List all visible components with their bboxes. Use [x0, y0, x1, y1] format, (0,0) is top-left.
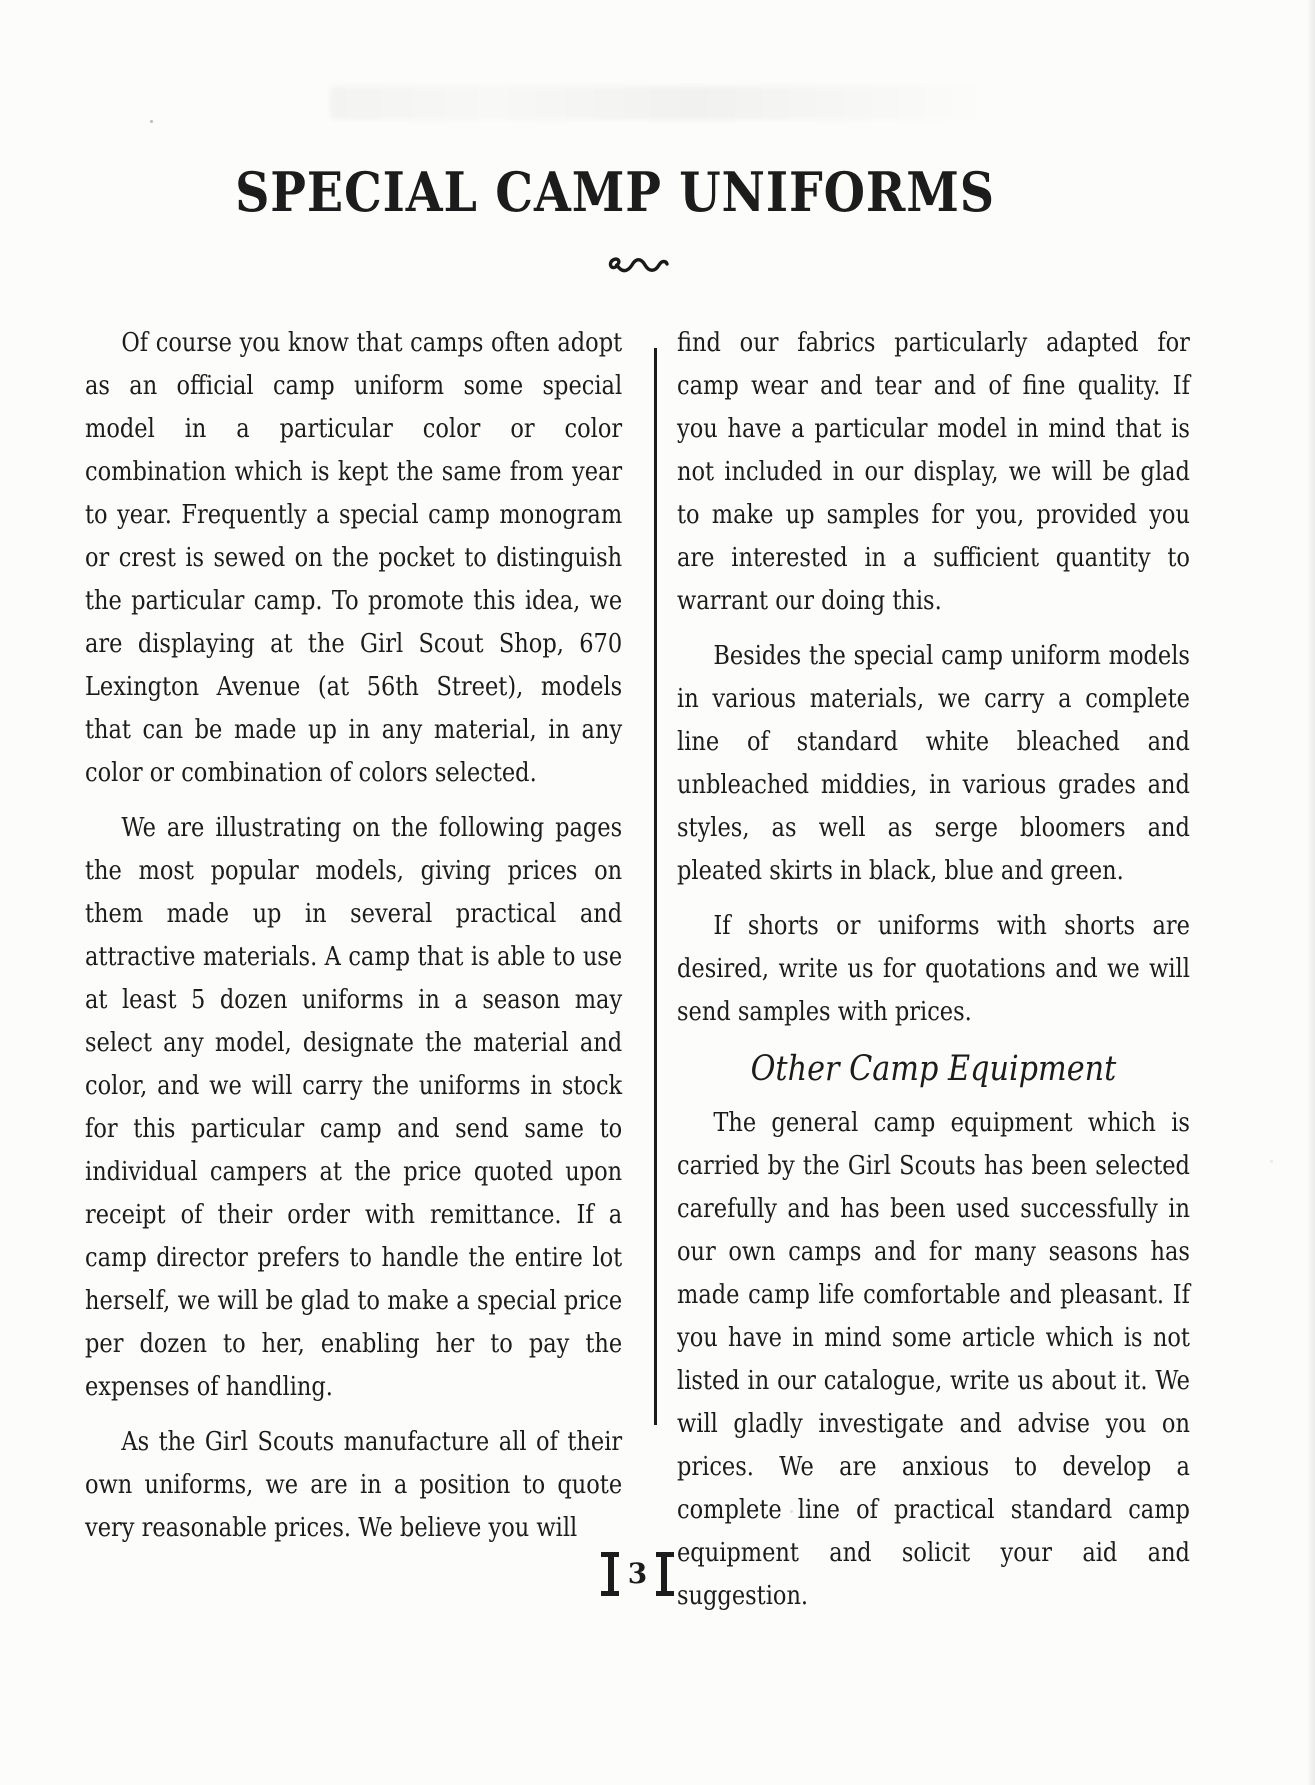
- paragraph: Besides the special camp uniform models in various materials, we carry a complete line of standard white bleached and unbleached middies, in various grades and styles, as well as serge bloomers and pleated skirts in black, blue and green.: [677, 641, 1190, 886]
- scan-edge-shadow: [1307, 0, 1315, 1785]
- page-number-value: 3: [627, 1557, 648, 1590]
- paragraph: Of course you know that camps often adopt as an official camp uniform some special model in a particular color or color combination which is kept the same from year to year. Frequently a special camp monogram or crest is sewed on the pocket to distinguish the particular camp. To promote this idea, we are displaying at the Girl Scout Shop, 670 Lexington Avenue (at 56th Street), models that can be made up in any material, in any color or combination of colors selected.: [85, 328, 623, 788]
- two-column-text-block: [85, 322, 1193, 1630]
- swash-divider-icon: [85, 250, 1190, 278]
- paragraph: As the Girl Scouts manufacture all of their own uniforms, we are in a position to quote very reasonable prices. We believe you will: [85, 1427, 623, 1543]
- folio-bracket-right-icon: [656, 1552, 674, 1596]
- paragraph: We are illustrating on the following pages the most popular models, giving prices on them made up in several practical and attractive materials. A camp that is able to use at least 5 dozen uniforms in a season may select any model, designate the material and color, and we will carry the uniforms in stock for this particular camp and send same to individual campers at the price quoted upon receipt of their order with remittance. If a camp director prefers to handle the entire lot herself, we will be glad to make a special price per dozen to her, enabling her to pay the expenses of handling.: [85, 813, 623, 1402]
- column-divider-rule: [654, 348, 657, 1425]
- paragraph: If shorts or uniforms with shorts are desired, write us for quotations and we will send samples with prices.: [677, 911, 1190, 1027]
- page-number: [85, 1552, 1190, 1596]
- bleed-through-artifact: [330, 86, 990, 120]
- folio-bracket-left-icon: [601, 1552, 619, 1596]
- paragraph: The general camp equipment which is carried by the Girl Scouts has been selected carefully and has been used successfully in our own camps and for many seasons has made camp life comfortable and pleasant. If you have in mind some article which is not listed in our catalogue, write us about it. We will gladly investigate and advise you on prices. We are anxious to develop a complete line of practical standard camp equipment and solicit your aid and suggestion.: [677, 1108, 1190, 1611]
- page-title: SPECIAL CAMP UNIFORMS: [235, 160, 995, 224]
- section-heading: Other Camp Equipment: [750, 1049, 1117, 1089]
- paragraph: find our fabrics particularly adapted for camp wear and tear and of fine quality. If you have a particular model in mind that is not included in our display, we will be glad to make up samples for you, provided you are interested in a sufficient quantity to warrant our doing this.: [677, 328, 1190, 616]
- scan-speck: [150, 120, 153, 123]
- left-column: [85, 322, 622, 1562]
- right-column: [677, 322, 1190, 1630]
